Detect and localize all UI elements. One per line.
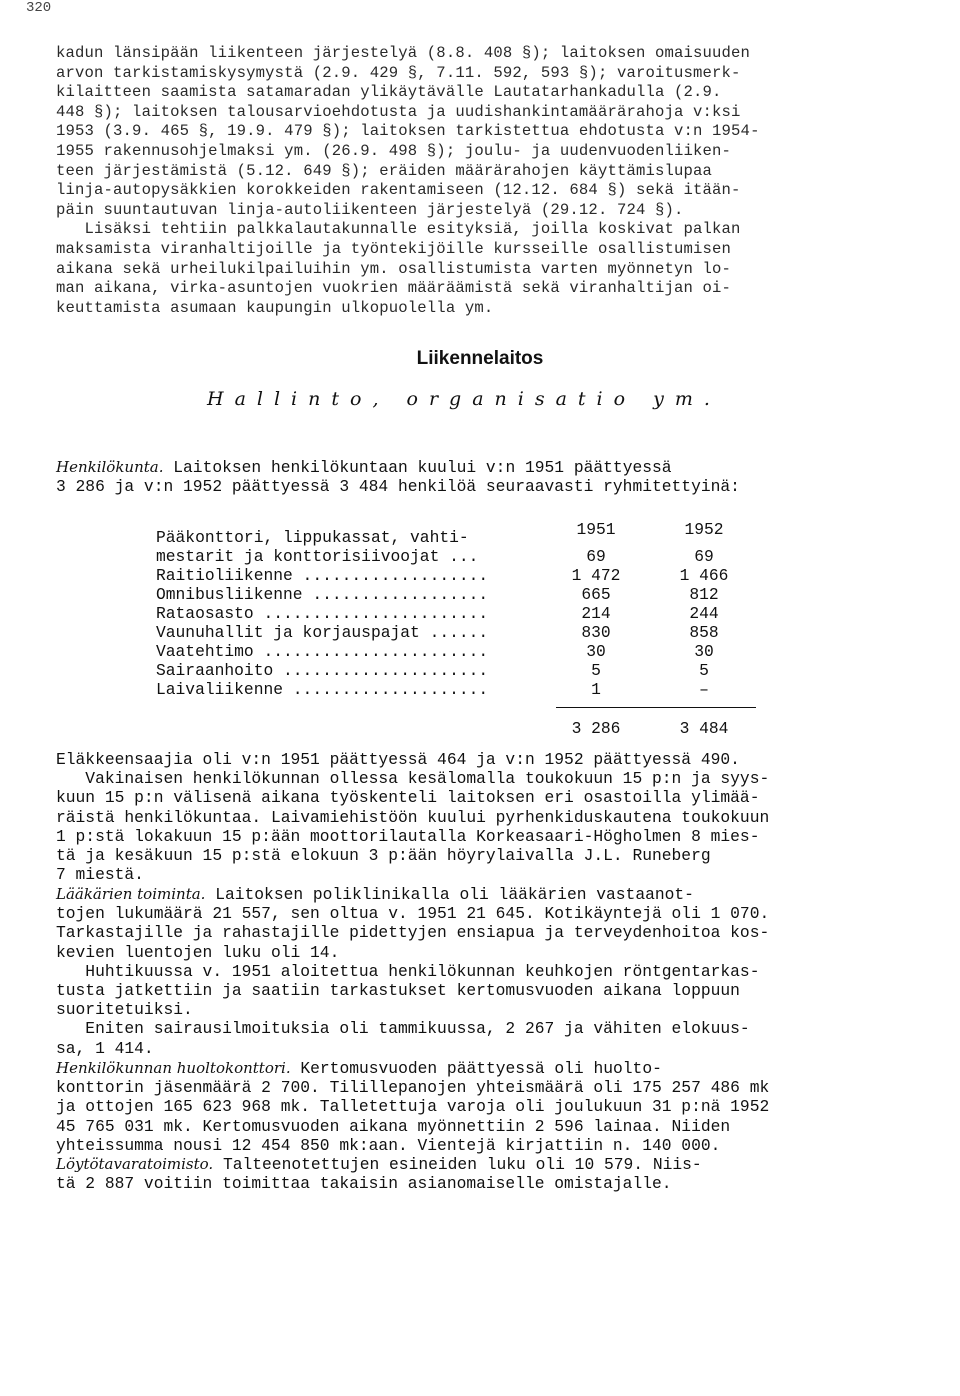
totals-row bbox=[156, 719, 756, 738]
year-header: 1951 bbox=[576, 520, 616, 539]
top-paragraph-line: kilaitteen saamista satamaradan ylikäytävälle Lautatarhankadulla (2.9. bbox=[56, 83, 722, 102]
elakkeensaajia-line: 1 p:stä lokakuun 15 p:ään moottorilautalla Korkeasaari-Högholmen 8 mies- bbox=[56, 826, 760, 846]
value-1951: 1 bbox=[591, 680, 601, 699]
top-paragraph-line: kadun länsipään liikenteen järjestelyä (8.8. 408 §); laitoksen omaisuuden bbox=[56, 44, 751, 62]
value-1952: 1 466 bbox=[679, 566, 729, 585]
top-paragraph-line: arvon tarkistamiskysymystä (2.9. 429 §, 7.11. 592, 593 §); varoitusmerk- bbox=[56, 63, 741, 82]
laakarien-line: sa, 1 414. bbox=[56, 1038, 154, 1058]
laakarien-line: Tarkastajille ja rahastajille pidettyjen ensiapua ja terveydenhoitoa kos- bbox=[56, 923, 770, 943]
value-1951: 69 bbox=[586, 547, 606, 566]
huoltokonttori-line: 45 765 031 mk. Kertomusvuoden aikana myönnettiin 2 596 lainaa. Niiden bbox=[56, 1116, 731, 1136]
top-paragraph bbox=[56, 44, 926, 318]
value-1952: 244 bbox=[689, 604, 719, 623]
value-1951: 665 bbox=[581, 585, 611, 604]
value-1952: 812 bbox=[689, 585, 719, 604]
row-label: Sairaanhoito ..................... bbox=[156, 661, 489, 680]
laakarien-toiminta-paragraph bbox=[56, 885, 936, 1058]
value-1952: 5 bbox=[699, 661, 709, 680]
section-subtitle: Hallinto, organisatio ym. bbox=[207, 388, 721, 410]
loytotavara-line: Talteenotettujen esineiden luku oli 10 579. Niis- bbox=[213, 1155, 702, 1174]
loytotavara-label: Löytötavaratoimisto. bbox=[56, 1155, 214, 1173]
row-label: Omnibusliikenne .................. bbox=[156, 585, 489, 604]
top-paragraph-line: Lisäksi tehtiin palkkalautakunnalle esityksiä, joilla koskivat palkan bbox=[56, 220, 741, 239]
row-label: Laivaliikenne .................... bbox=[156, 680, 489, 699]
huoltokonttori-line: ja ottojen 165 623 968 mk. Talletettuja varoja oli joulukuun 31 p:nä 1952 bbox=[56, 1097, 770, 1117]
value-1952: 858 bbox=[689, 623, 719, 642]
value-1951: 5 bbox=[591, 661, 601, 680]
top-paragraph-line: keuttamista asumaan kaupungin ulkopuolella ym. bbox=[56, 298, 494, 317]
table-row bbox=[156, 680, 756, 699]
henkilokunta-label: Henkilökunta. bbox=[56, 458, 164, 476]
page-number: 320 bbox=[26, 0, 52, 16]
huoltokonttori-line: Kertomusvuoden päättyessä oli huolto- bbox=[290, 1059, 662, 1078]
laakarien-line: Laitoksen poliklinikalla oli lääkärien vastaanot- bbox=[205, 885, 694, 904]
huoltokonttori-paragraph bbox=[56, 1059, 936, 1155]
table-row bbox=[156, 547, 756, 566]
value-1951: 30 bbox=[586, 642, 606, 661]
top-paragraph-line: päin suuntautuvan linja-autoliikenteen järjestelyä (29.12. 724 §). bbox=[56, 200, 684, 219]
section-title: Liikennelaitos bbox=[416, 348, 544, 369]
top-paragraph-line: maksamista viranhaltijoille ja työntekijöille kursseille osallistumisen bbox=[56, 239, 732, 258]
elakkeensaajia-line: 7 miestä. bbox=[56, 865, 144, 885]
row-label: Rataosasto ....................... bbox=[156, 604, 489, 623]
table-row bbox=[156, 623, 756, 642]
elakkeensaajia-line: Vakinaisen henkilökunnan ollessa kesälomalla toukokuun 15 p:n ja syys- bbox=[56, 769, 770, 789]
henkilokunta-line-2: 3 286 ja v:n 1952 päättyessä 3 484 henkilöä seuraavasti ryhmitettyinä: bbox=[56, 477, 740, 497]
table-row bbox=[156, 604, 756, 623]
value-1952: – bbox=[699, 680, 709, 699]
laakarien-line: Huhtikuussa v. 1951 aloitettua henkilökunnan keuhkojen röntgentarkas- bbox=[56, 961, 760, 981]
top-paragraph-line: man aikana, virka-asuntojen vuokrien määräämistä sekä viranhaltijan oi- bbox=[56, 279, 732, 298]
table-row bbox=[156, 585, 756, 604]
table-row bbox=[156, 566, 756, 585]
laakarien-line: kevien luentojen luku oli 14. bbox=[56, 942, 340, 962]
elakkeensaajia-line: kuun 15 p:n välisenä aikana työskenteli laitoksen eri osastoilla ylimää- bbox=[56, 788, 760, 808]
top-paragraph-line: teen järjestämistä (5.12. 649 §); eräiden määrärahojen käyttämislupaa bbox=[56, 161, 713, 180]
value-1951: 830 bbox=[581, 623, 611, 642]
year-header: 1952 bbox=[684, 520, 724, 539]
laakarien-line: tusta jatkettiin ja saatiin tarkastukset kertomusvuoden aikana loppuun bbox=[56, 981, 740, 1001]
row-label: Pääkonttori, lippukassat, vahti- bbox=[156, 528, 469, 547]
elakkeensaajia-paragraph bbox=[56, 750, 936, 884]
total-value: 3 286 bbox=[571, 719, 621, 738]
elakkeensaajia-line: Eläkkeensaajia oli v:n 1951 päättyessä 464 ja v:n 1952 päättyessä 490. bbox=[56, 750, 740, 769]
huoltokonttori-label: Henkilökunnan huoltokonttori. bbox=[56, 1059, 291, 1077]
table-row bbox=[156, 528, 756, 547]
row-label: Vaunuhallit ja korjauspajat ...... bbox=[156, 623, 489, 642]
row-label: Vaatehtimo ....................... bbox=[156, 642, 489, 661]
table-row bbox=[156, 661, 756, 680]
top-paragraph-line: aikana sekä urheilukilpailuihin ym. osallistumista varten myönnetyn lo- bbox=[56, 259, 732, 278]
value-1951: 214 bbox=[581, 604, 611, 623]
laakarien-line: suoritetuiksi. bbox=[56, 1000, 193, 1020]
top-paragraph-line: 1953 (3.9. 465 §, 19.9. 479 §); laitoksen tarkistettua ehdotusta v:n 1954- bbox=[56, 122, 760, 141]
row-label: mestarit ja konttorisiivoojat ... bbox=[156, 547, 479, 566]
value-1951: 1 472 bbox=[571, 566, 621, 585]
loytotavaratoimisto-paragraph bbox=[56, 1155, 936, 1193]
total-rule bbox=[556, 707, 756, 708]
laakarien-label: Lääkärien toiminta. bbox=[56, 885, 206, 903]
elakkeensaajia-line: tä ja kesäkuun 15 p:stä elokuun 3 p:ään höyrylaivalla J.L. Runeberg bbox=[56, 846, 711, 866]
row-label: Raitioliikenne ................... bbox=[156, 566, 489, 585]
henkilokunta-paragraph bbox=[56, 458, 936, 496]
table-row bbox=[156, 642, 756, 661]
top-paragraph-line: 1955 rakennusohjelmaksi ym. (26.9. 498 §); joulu- ja uudenvuodenliiken- bbox=[56, 141, 732, 160]
loytotavara-line: tä 2 887 voitiin toimittaa takaisin asianomaiselle omistajalle. bbox=[56, 1174, 672, 1194]
laakarien-line: Eniten sairausilmoituksia oli tammikuussa, 2 267 ja vähiten elokuus- bbox=[56, 1019, 750, 1039]
huoltokonttori-line: konttorin jäsenmäärä 2 700. Tilillepanojen yhteismäärä oli 175 257 486 mk bbox=[56, 1078, 770, 1098]
huoltokonttori-line: yhteissumma nousi 12 454 850 mk:aan. Vientejä kirjattiin n. 140 000. bbox=[56, 1135, 721, 1155]
value-1952: 30 bbox=[694, 642, 714, 661]
elakkeensaajia-line: räistä henkilökuntaa. Laivamiehistöön kuului pyrhenkiduskautena toukokuun bbox=[56, 807, 770, 827]
total-value: 3 484 bbox=[679, 719, 729, 738]
henkilokunta-line-1: Laitoksen henkilökuntaan kuului v:n 1951 päättyessä bbox=[163, 458, 672, 477]
top-paragraph-line: linja-autopysäkkien korokkeiden rakentamiseen (12.12. 684 §) sekä itään- bbox=[56, 181, 741, 200]
laakarien-line: tojen lukumäärä 21 557, sen oltua v. 1951 21 645. Kotikäyntejä oli 1 070. bbox=[56, 904, 770, 924]
top-paragraph-line: 448 §); laitoksen talousarvioehdotusta ja uudishankintamäärärahoja v:ksi bbox=[56, 102, 741, 121]
value-1952: 69 bbox=[694, 547, 714, 566]
